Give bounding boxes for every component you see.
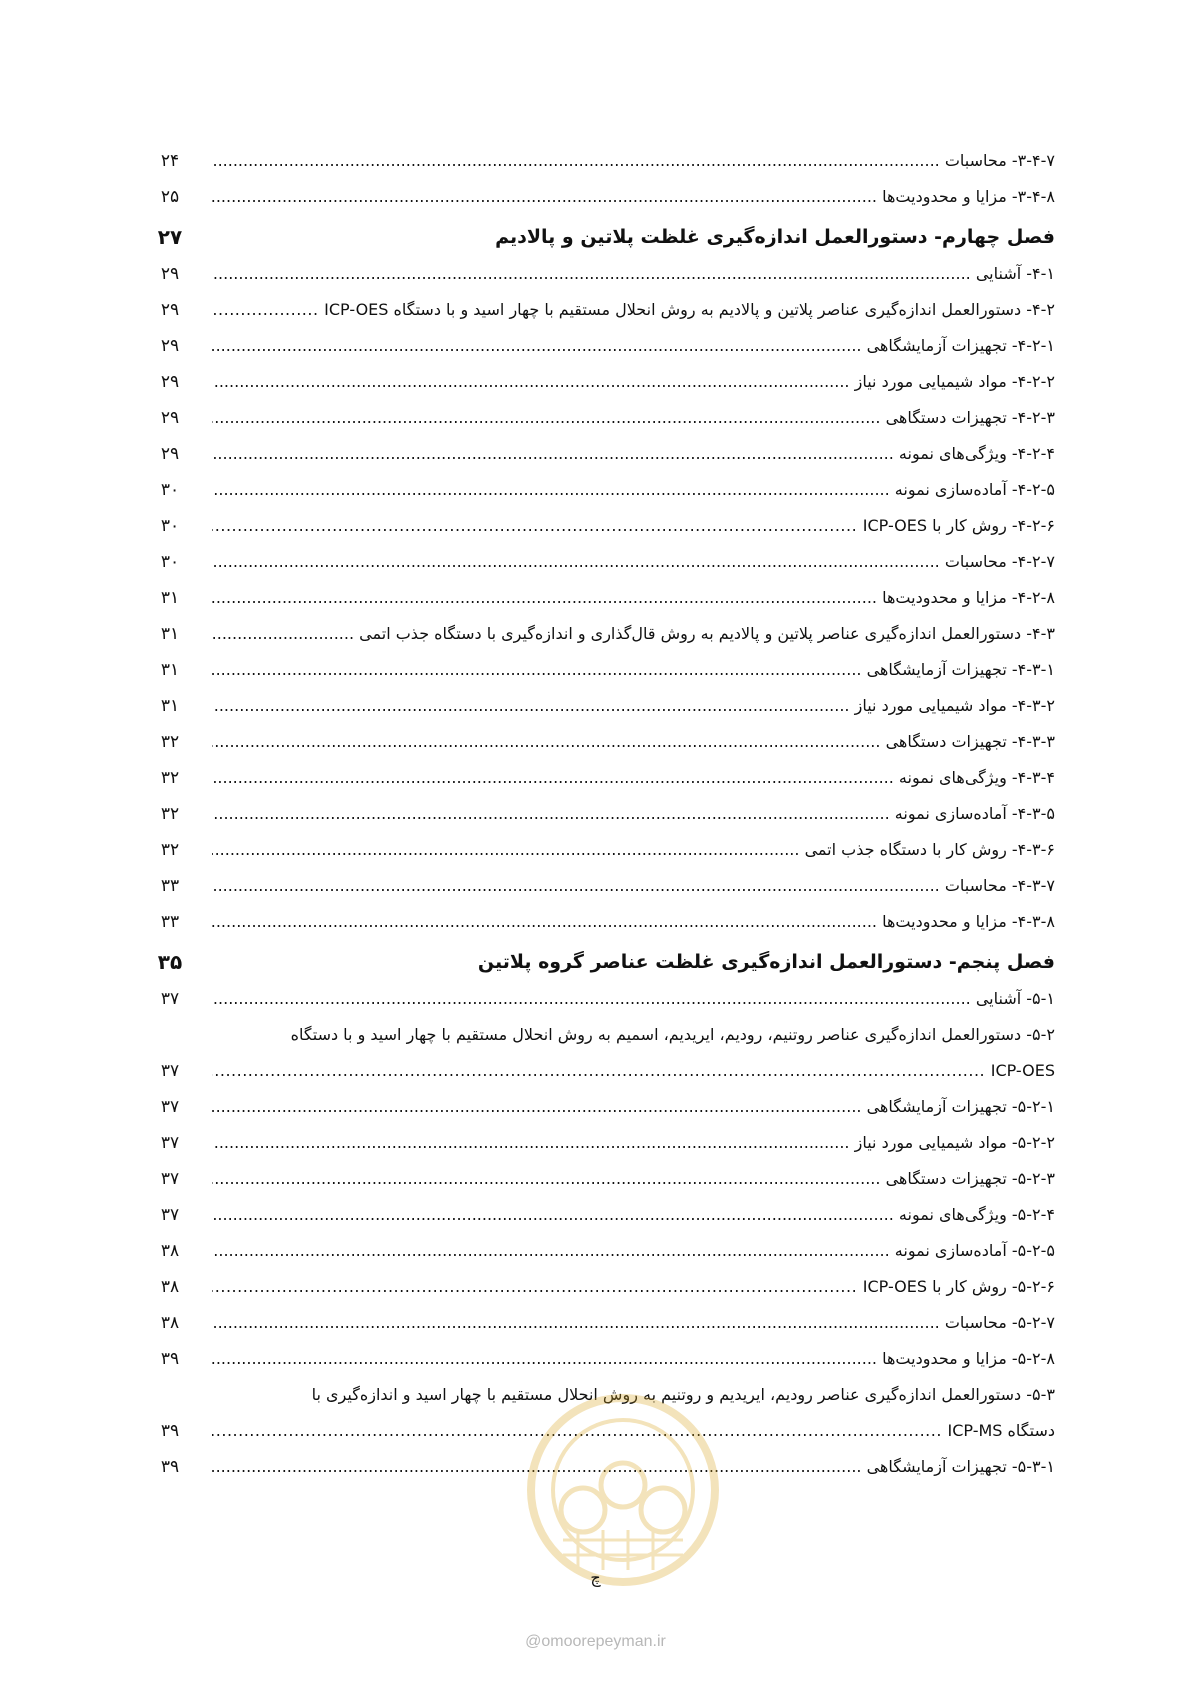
toc-entry-page: ۳۲ xyxy=(160,732,180,752)
toc-entry[interactable] xyxy=(150,403,1055,439)
toc-entry-page: ۳۷ xyxy=(160,1061,180,1081)
toc-entry-title: ۴-۲-۷- محاسبات ..... xyxy=(212,551,1055,573)
toc-entry-title: ۵-۱- آشنایی ..... xyxy=(212,988,1055,1010)
toc-entry-page: ۳۷ xyxy=(160,989,180,1009)
toc-entry-page: ۲۹ xyxy=(160,408,180,428)
toc-entry-title: ۴-۱- آشنایی ..... xyxy=(212,263,1055,285)
toc-entry-title: ۴-۲-۴- ویژگی‌های نمونه ..... xyxy=(212,443,1055,465)
toc-entry[interactable] xyxy=(150,367,1055,403)
toc-entry-title-line1: ۵-۳- دستورالعمل اندازه‌گیری عناصر رودیم، ایریدیم و روتنیم به روش انحلال مستقیم با چهار اسید و اندازه‌گیری با xyxy=(311,1385,1055,1404)
toc-entry-page: ۳۷ xyxy=(160,1205,180,1225)
toc-entry-page: ۳۲ xyxy=(160,804,180,824)
toc-entry[interactable] xyxy=(150,1200,1055,1236)
toc-entry-title: ۴-۳-۱- تجهیزات آزمایشگاهی ..... xyxy=(212,659,1055,681)
toc-chapter-heading[interactable] xyxy=(150,218,1055,259)
toc-entry-page: ۳۸ xyxy=(160,1277,180,1297)
toc-entry-page: ۲۹ xyxy=(160,372,180,392)
toc-entry[interactable] xyxy=(150,1020,1055,1092)
toc-entry-title: ۵-۲-۶- روش کار با ICP-OES ..... xyxy=(212,1276,1055,1298)
toc-entry-page: ۳۱ xyxy=(160,660,180,680)
toc-entry-title: ۴-۳-۸- مزایا و محدودیت‌ها ..... xyxy=(212,911,1055,933)
toc-entry-title: ۴-۳-۷- محاسبات ..... xyxy=(212,875,1055,897)
toc-entry-page: ۳۱ xyxy=(160,588,180,608)
toc-entry-page: ۳۹ xyxy=(160,1349,180,1369)
toc-entry[interactable] xyxy=(150,1344,1055,1380)
toc-entry-page: ۳۱ xyxy=(160,696,180,716)
toc-entry[interactable] xyxy=(150,583,1055,619)
toc-entry-page: ۳۹ xyxy=(160,1421,180,1441)
toc-entry[interactable] xyxy=(150,1308,1055,1344)
toc-entry[interactable] xyxy=(150,655,1055,691)
toc-entry[interactable] xyxy=(150,295,1055,331)
toc-entry[interactable] xyxy=(150,619,1055,655)
toc-entry-page: ۲۹ xyxy=(160,300,180,320)
toc-entry-page: ۳۰ xyxy=(160,552,180,572)
toc-entry-page: ۳۳ xyxy=(160,876,180,896)
toc-entry-title: ۴-۳-۲- مواد شیمیایی مورد نیاز ..... xyxy=(212,695,1055,717)
toc-entry-page: ۳۸ xyxy=(160,1241,180,1261)
toc-entry-page: ۳۸ xyxy=(160,1313,180,1333)
toc-entry[interactable] xyxy=(150,871,1055,907)
toc-entry-title: ۴-۲- دستورالعمل اندازه‌گیری عناصر پلاتین و پالادیم به روش انحلال مستقیم با چهار اسید و با دستگاه ICP-OES ..... xyxy=(212,299,1055,321)
toc-entry[interactable] xyxy=(150,799,1055,835)
toc-entry[interactable] xyxy=(150,691,1055,727)
toc-entry[interactable] xyxy=(150,259,1055,295)
toc-entry-page: ۳۷ xyxy=(160,1169,180,1189)
toc-entry-title: ۳-۴-۸- مزایا و محدودیت‌ها ..... xyxy=(212,186,1055,208)
toc-entry[interactable] xyxy=(150,1092,1055,1128)
toc-entry-title: ۴-۲-۶- روش کار با ICP-OES ..... xyxy=(212,515,1055,537)
toc-entry-title: ۵-۲-۵- آماده‌سازی نمونه ..... xyxy=(212,1240,1055,1262)
toc-entry-title: ۴-۳-۳- تجهیزات دستگاهی ..... xyxy=(212,731,1055,753)
toc-entry-page: ۳۷ xyxy=(160,1133,180,1153)
toc-entry-title: ۵-۲-۸- مزایا و محدودیت‌ها ..... xyxy=(212,1348,1055,1370)
site-watermark-text: @omoorepeyman.ir xyxy=(525,1633,666,1650)
toc-entry[interactable] xyxy=(150,1236,1055,1272)
toc-entry-title: ۴-۲-۵- آماده‌سازی نمونه ..... xyxy=(212,479,1055,501)
toc-entry-title: ۵-۲-۱- تجهیزات آزمایشگاهی ..... xyxy=(212,1096,1055,1118)
toc-entry[interactable] xyxy=(150,835,1055,871)
toc-entry-page: ۳۱ xyxy=(160,624,180,644)
toc-entry-title: ۴-۳- دستورالعمل اندازه‌گیری عناصر پلاتین و پالادیم به روش قال‌گذاری و اندازه‌گیری با دستگاه جذب اتمی ..... xyxy=(212,623,1055,645)
toc-chapter-title: فصل پنجم- دستورالعمل اندازه‌گیری غلظت عناصر گروه پلاتین xyxy=(477,951,1055,973)
toc-entry-page: ۲۹ xyxy=(160,444,180,464)
toc-entry[interactable] xyxy=(150,1164,1055,1200)
toc-entry-title: ۴-۲-۱- تجهیزات آزمایشگاهی ..... xyxy=(212,335,1055,357)
toc-entry-page: ۳۰ xyxy=(160,516,180,536)
toc-entry[interactable] xyxy=(150,146,1055,182)
toc-entry-page: ۲۴ xyxy=(160,151,180,171)
toc-entry[interactable] xyxy=(150,182,1055,218)
watermark-logo-icon xyxy=(523,1390,723,1590)
toc-entry[interactable] xyxy=(150,1272,1055,1308)
toc-entry[interactable] xyxy=(150,511,1055,547)
toc-entry-title: ۴-۳-۵- آماده‌سازی نمونه ..... xyxy=(212,803,1055,825)
toc-entry-title: ۵-۲-۳- تجهیزات دستگاهی ..... xyxy=(212,1168,1055,1190)
toc-entry-page: ۳۰ xyxy=(160,480,180,500)
toc-entry-title: ۴-۳-۴- ویژگی‌های نمونه ..... xyxy=(212,767,1055,789)
toc-entry[interactable] xyxy=(150,547,1055,583)
toc-entry[interactable] xyxy=(150,331,1055,367)
toc-entry-title: ۴-۳-۶- روش کار با دستگاه جذب اتمی ..... xyxy=(212,839,1055,861)
toc-entry-title: ۴-۲-۸- مزایا و محدودیت‌ها ..... xyxy=(212,587,1055,609)
toc-chapter-page: ۳۵ xyxy=(157,950,183,974)
toc-entry-page: ۲۹ xyxy=(160,336,180,356)
page-number: چ xyxy=(590,1568,601,1587)
toc-entry[interactable] xyxy=(150,439,1055,475)
toc-chapter-title: فصل چهارم- دستورالعمل اندازه‌گیری غلظت پلاتین و پالادیم xyxy=(495,226,1055,248)
toc-entry-title: ۵-۲-۴- ویژگی‌های نمونه ..... xyxy=(212,1204,1055,1226)
toc-entry[interactable] xyxy=(150,907,1055,943)
toc-entry-page: ۳۳ xyxy=(160,912,180,932)
toc-entry[interactable] xyxy=(150,763,1055,799)
table-of-contents xyxy=(150,146,1055,1488)
toc-entry[interactable] xyxy=(150,727,1055,763)
toc-entry-page: ۳۹ xyxy=(160,1457,180,1477)
toc-entry-page: ۳۲ xyxy=(160,840,180,860)
toc-entry-title: ۵-۳-۱- تجهیزات آزمایشگاهی ..... xyxy=(212,1456,1055,1478)
toc-entry-title: ۵-۲-۲- مواد شیمیایی مورد نیاز ..... xyxy=(212,1132,1055,1154)
toc-entry-title: ۵-۲-۷- محاسبات ..... xyxy=(212,1312,1055,1334)
toc-entry-page: ۲۵ xyxy=(160,187,180,207)
toc-chapter-page: ۲۷ xyxy=(157,225,183,249)
toc-entry-title: ۳-۴-۷- محاسبات ..... xyxy=(212,150,1055,172)
toc-entry-title-line1: ۵-۲- دستورالعمل اندازه‌گیری عناصر روتنیم، رودیم، ایریدیم، اسمیم به روش انحلال مستقیم با چهار اسید و با دستگاه xyxy=(290,1025,1055,1044)
toc-entry[interactable] xyxy=(150,475,1055,511)
toc-entry-page: ۳۷ xyxy=(160,1097,180,1117)
toc-entry[interactable] xyxy=(150,984,1055,1020)
toc-entry[interactable] xyxy=(150,1128,1055,1164)
toc-entry-title: دستگاه ICP-MS ..... xyxy=(212,1420,1055,1442)
toc-entry-title: ۴-۲-۳- تجهیزات دستگاهی ..... xyxy=(212,407,1055,429)
toc-entry-page: ۲۹ xyxy=(160,264,180,284)
toc-entry-page: ۳۲ xyxy=(160,768,180,788)
toc-entry-title: ۴-۲-۲- مواد شیمیایی مورد نیاز ..... xyxy=(212,371,1055,393)
toc-entry-title: ICP-OES ..... xyxy=(212,1060,1055,1082)
toc-chapter-heading[interactable] xyxy=(150,943,1055,984)
